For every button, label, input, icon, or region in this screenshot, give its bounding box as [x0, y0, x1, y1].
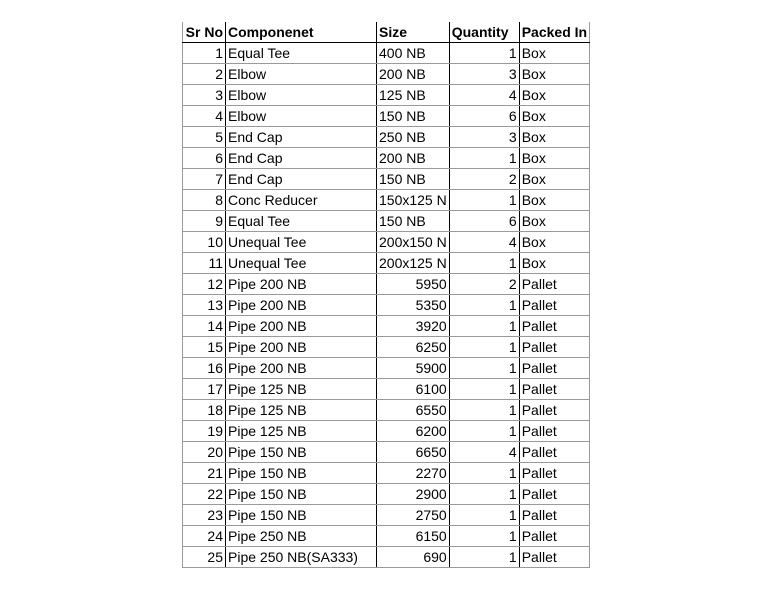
cell-size: 6150	[377, 526, 450, 547]
cell-size: 5900	[377, 358, 450, 379]
cell-sr-no: 22	[183, 484, 226, 505]
cell-component: Pipe 250 NB(SA333)	[226, 547, 377, 568]
cell-component: Pipe 150 NB	[226, 484, 377, 505]
cell-component: End Cap	[226, 148, 377, 169]
cell-quantity: 3	[449, 64, 519, 85]
table-row	[183, 526, 590, 547]
cell-component: Unequal Tee	[226, 253, 377, 274]
cell-component: Pipe 150 NB	[226, 505, 377, 526]
table-row	[183, 400, 590, 421]
cell-component: Pipe 125 NB	[226, 421, 377, 442]
cell-packed-in: Box	[519, 211, 589, 232]
table-row	[183, 316, 590, 337]
table-row	[183, 43, 590, 64]
cell-size: 150x125 N	[377, 190, 450, 211]
cell-sr-no: 17	[183, 379, 226, 400]
cell-sr-no: 6	[183, 148, 226, 169]
cell-packed-in: Pallet	[519, 400, 589, 421]
header-size: Size	[377, 22, 450, 43]
cell-quantity: 1	[449, 337, 519, 358]
cell-sr-no: 16	[183, 358, 226, 379]
table-row	[183, 463, 590, 484]
cell-packed-in: Pallet	[519, 295, 589, 316]
cell-quantity: 1	[449, 379, 519, 400]
table-row	[183, 211, 590, 232]
cell-component: Unequal Tee	[226, 232, 377, 253]
cell-sr-no: 10	[183, 232, 226, 253]
table-row	[183, 190, 590, 211]
cell-packed-in: Pallet	[519, 442, 589, 463]
header-quantity: Quantity	[449, 22, 519, 43]
cell-size: 6250	[377, 337, 450, 358]
cell-packed-in: Pallet	[519, 505, 589, 526]
cell-component: Elbow	[226, 106, 377, 127]
table-row	[183, 337, 590, 358]
cell-packed-in: Box	[519, 253, 589, 274]
cell-component: Conc Reducer	[226, 190, 377, 211]
cell-sr-no: 1	[183, 43, 226, 64]
cell-packed-in: Pallet	[519, 526, 589, 547]
cell-component: Equal Tee	[226, 211, 377, 232]
cell-size: 2900	[377, 484, 450, 505]
cell-sr-no: 11	[183, 253, 226, 274]
header-row	[183, 22, 590, 43]
cell-component: Equal Tee	[226, 43, 377, 64]
cell-sr-no: 12	[183, 274, 226, 295]
cell-packed-in: Pallet	[519, 274, 589, 295]
cell-component: Pipe 200 NB	[226, 274, 377, 295]
header-sr-no: Sr No	[183, 22, 226, 43]
cell-quantity: 1	[449, 421, 519, 442]
cell-component: Pipe 200 NB	[226, 295, 377, 316]
cell-sr-no: 4	[183, 106, 226, 127]
cell-component: Pipe 150 NB	[226, 463, 377, 484]
cell-quantity: 1	[449, 43, 519, 64]
cell-component: Elbow	[226, 64, 377, 85]
cell-size: 2270	[377, 463, 450, 484]
cell-size: 250 NB	[377, 127, 450, 148]
cell-component: End Cap	[226, 127, 377, 148]
cell-size: 150 NB	[377, 106, 450, 127]
table-row	[183, 106, 590, 127]
table-row	[183, 232, 590, 253]
table-row	[183, 148, 590, 169]
cell-packed-in: Box	[519, 169, 589, 190]
cell-quantity: 4	[449, 85, 519, 106]
packing-list-table	[182, 22, 590, 568]
cell-packed-in: Pallet	[519, 547, 589, 568]
cell-quantity: 4	[449, 442, 519, 463]
header-packed-in: Packed In	[519, 22, 589, 43]
cell-size: 690	[377, 547, 450, 568]
cell-size: 200x150 N	[377, 232, 450, 253]
cell-packed-in: Pallet	[519, 484, 589, 505]
cell-quantity: 4	[449, 232, 519, 253]
cell-quantity: 1	[449, 148, 519, 169]
cell-size: 400 NB	[377, 43, 450, 64]
cell-size: 6650	[377, 442, 450, 463]
header-component: Componenet	[226, 22, 377, 43]
cell-sr-no: 19	[183, 421, 226, 442]
cell-packed-in: Pallet	[519, 337, 589, 358]
table-body	[183, 43, 590, 568]
cell-quantity: 6	[449, 106, 519, 127]
cell-sr-no: 5	[183, 127, 226, 148]
cell-sr-no: 18	[183, 400, 226, 421]
cell-sr-no: 2	[183, 64, 226, 85]
cell-quantity: 1	[449, 463, 519, 484]
cell-packed-in: Box	[519, 64, 589, 85]
cell-sr-no: 14	[183, 316, 226, 337]
cell-size: 2750	[377, 505, 450, 526]
cell-packed-in: Pallet	[519, 463, 589, 484]
table-row	[183, 64, 590, 85]
cell-sr-no: 23	[183, 505, 226, 526]
cell-quantity: 1	[449, 190, 519, 211]
cell-packed-in: Box	[519, 106, 589, 127]
table-row	[183, 85, 590, 106]
table-row	[183, 295, 590, 316]
cell-size: 200 NB	[377, 64, 450, 85]
cell-size: 200 NB	[377, 148, 450, 169]
cell-component: Pipe 250 NB	[226, 526, 377, 547]
cell-component: Pipe 125 NB	[226, 400, 377, 421]
cell-size: 200x125 N	[377, 253, 450, 274]
cell-size: 5350	[377, 295, 450, 316]
cell-sr-no: 21	[183, 463, 226, 484]
cell-component: Pipe 200 NB	[226, 316, 377, 337]
cell-packed-in: Pallet	[519, 421, 589, 442]
cell-packed-in: Box	[519, 190, 589, 211]
cell-component: Pipe 150 NB	[226, 442, 377, 463]
cell-quantity: 1	[449, 547, 519, 568]
cell-packed-in: Box	[519, 43, 589, 64]
table-row	[183, 253, 590, 274]
cell-component: Elbow	[226, 85, 377, 106]
cell-size: 6550	[377, 400, 450, 421]
cell-size: 5950	[377, 274, 450, 295]
cell-sr-no: 7	[183, 169, 226, 190]
cell-quantity: 1	[449, 316, 519, 337]
table-row	[183, 358, 590, 379]
table-row	[183, 505, 590, 526]
cell-component: Pipe 200 NB	[226, 358, 377, 379]
table-row	[183, 484, 590, 505]
cell-packed-in: Pallet	[519, 358, 589, 379]
cell-sr-no: 15	[183, 337, 226, 358]
cell-size: 125 NB	[377, 85, 450, 106]
cell-packed-in: Box	[519, 85, 589, 106]
cell-sr-no: 3	[183, 85, 226, 106]
table-row	[183, 169, 590, 190]
table-row	[183, 274, 590, 295]
cell-sr-no: 9	[183, 211, 226, 232]
cell-sr-no: 20	[183, 442, 226, 463]
cell-packed-in: Box	[519, 127, 589, 148]
cell-quantity: 1	[449, 358, 519, 379]
cell-quantity: 1	[449, 526, 519, 547]
cell-quantity: 2	[449, 274, 519, 295]
cell-quantity: 1	[449, 400, 519, 421]
cell-packed-in: Pallet	[519, 316, 589, 337]
cell-size: 6100	[377, 379, 450, 400]
cell-quantity: 1	[449, 253, 519, 274]
cell-packed-in: Box	[519, 148, 589, 169]
cell-component: Pipe 200 NB	[226, 337, 377, 358]
cell-sr-no: 13	[183, 295, 226, 316]
table-row	[183, 379, 590, 400]
cell-packed-in: Pallet	[519, 379, 589, 400]
cell-size: 150 NB	[377, 169, 450, 190]
cell-quantity: 6	[449, 211, 519, 232]
table-row	[183, 442, 590, 463]
cell-packed-in: Box	[519, 232, 589, 253]
cell-size: 3920	[377, 316, 450, 337]
cell-sr-no: 25	[183, 547, 226, 568]
cell-quantity: 1	[449, 505, 519, 526]
cell-component: Pipe 125 NB	[226, 379, 377, 400]
cell-size: 6200	[377, 421, 450, 442]
cell-sr-no: 8	[183, 190, 226, 211]
cell-quantity: 3	[449, 127, 519, 148]
table-row	[183, 127, 590, 148]
cell-quantity: 1	[449, 484, 519, 505]
cell-component: End Cap	[226, 169, 377, 190]
cell-sr-no: 24	[183, 526, 226, 547]
cell-size: 150 NB	[377, 211, 450, 232]
table-row	[183, 421, 590, 442]
table-row	[183, 547, 590, 568]
cell-quantity: 1	[449, 295, 519, 316]
cell-quantity: 2	[449, 169, 519, 190]
